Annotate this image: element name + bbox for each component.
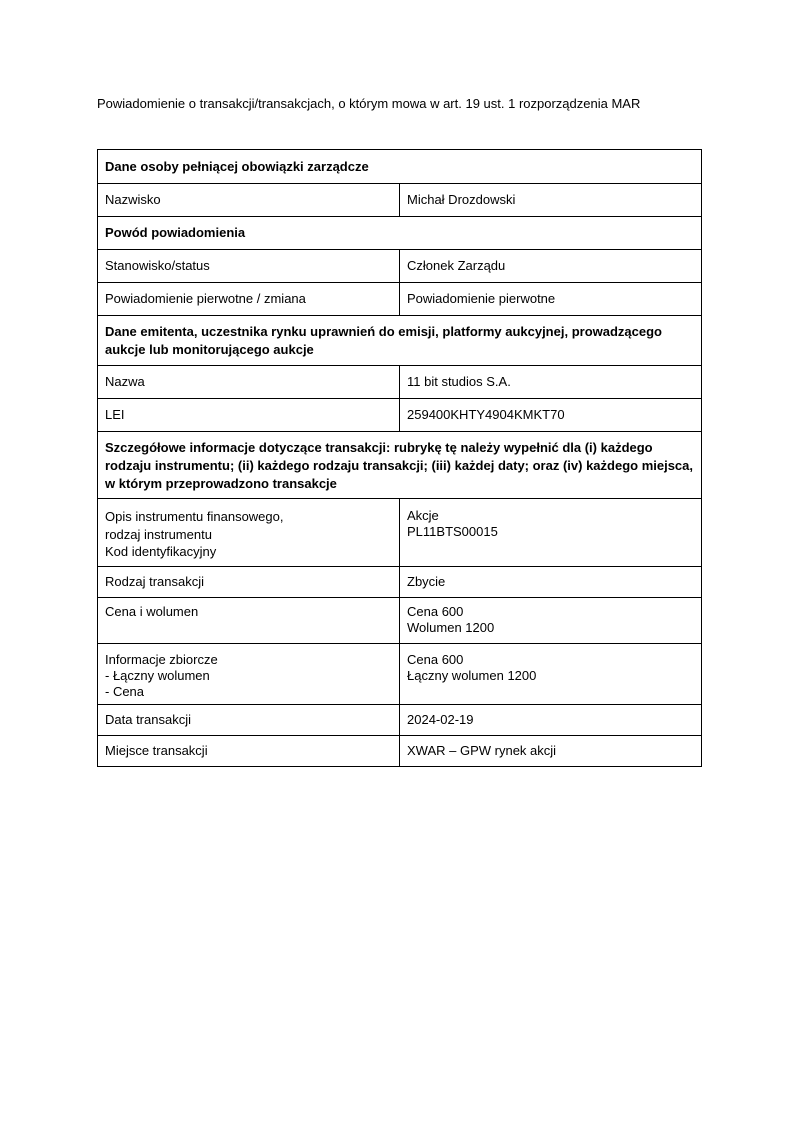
- position-value: Członek Zarządu: [400, 250, 702, 283]
- table-row: [98, 567, 702, 598]
- instrument-label: [98, 499, 400, 567]
- details-section-header: Szczegółowe informacje dotyczące transakcji: rubrykę tę należy wypełnić dla (i) każdego rodzaju instrumentu; (ii) każdego rodzaju transakcji; (iii) każdej daty; oraz (iv) każdego miejsca, w którym przeprowadzono transakcje: [98, 432, 702, 499]
- table-row: [98, 399, 702, 432]
- issuer-section-header: Dane emitenta, uczestnika rynku uprawnień do emisji, platformy aukcyjnej, prowadzącego aukcje lub monitorującego aukcje: [98, 316, 702, 366]
- table-row: [98, 736, 702, 767]
- price-volume-line: Wolumen 1200: [407, 620, 495, 635]
- reason-section-header: Powód powiadomienia: [98, 217, 702, 250]
- lei-label: LEI: [98, 399, 400, 432]
- instrument-value: [400, 499, 702, 567]
- place-label: Miejsce transakcji: [98, 736, 400, 767]
- notification-type-label: Powiadomienie pierwotne / zmiana: [98, 283, 400, 316]
- place-value: XWAR – GPW rynek akcji: [400, 736, 702, 767]
- instrument-label-line: rodzaj instrumentu: [105, 526, 212, 542]
- lei-value: 259400KHTY4904KMKT70: [400, 399, 702, 432]
- instrument-value-line: Akcje: [407, 508, 439, 523]
- instrument-label-line: Opis instrumentu finansowego,: [105, 509, 284, 524]
- document-title: Powiadomienie o transakcji/transakcjach, o którym mowa w art. 19 ust. 1 rozporządzenia MAR: [97, 96, 641, 111]
- notification-type-value: Powiadomienie pierwotne: [400, 283, 702, 316]
- price-volume-line: Cena 600: [407, 604, 464, 619]
- price-volume-label: Cena i wolumen: [98, 598, 400, 644]
- transaction-type-value: Zbycie: [400, 567, 702, 598]
- table-row: [98, 184, 702, 217]
- instrument-label-line: Kod identyfikacyjny: [105, 544, 217, 559]
- section-header-row: [98, 316, 702, 366]
- instrument-value-line: PL11BTS00015: [407, 524, 498, 539]
- date-value: 2024-02-19: [400, 705, 702, 736]
- section-header-row: [98, 432, 702, 499]
- aggregate-label: [98, 644, 400, 705]
- table-row: [98, 644, 702, 705]
- table-row: [98, 499, 702, 567]
- table-row: [98, 598, 702, 644]
- issuer-name-label: Nazwa: [98, 366, 400, 399]
- aggregate-value: [400, 644, 702, 705]
- table-row: [98, 283, 702, 316]
- section-header-row: [98, 150, 702, 184]
- person-section-header: Dane osoby pełniącej obowiązki zarządcze: [98, 150, 702, 184]
- table-row: [98, 705, 702, 736]
- date-label: Data transakcji: [98, 705, 400, 736]
- aggregate-value-line: Cena 600: [407, 652, 464, 667]
- table-row: [98, 366, 702, 399]
- transaction-type-label: Rodzaj transakcji: [98, 567, 400, 598]
- name-value: Michał Drozdowski: [400, 184, 702, 217]
- section-header-row: [98, 217, 702, 250]
- position-label: Stanowisko/status: [98, 250, 400, 283]
- aggregate-label-line: Informacje zbiorcze: [105, 652, 218, 667]
- issuer-name-value: 11 bit studios S.A.: [400, 366, 702, 399]
- price-volume-value: [400, 598, 702, 644]
- aggregate-label-line: - Cena: [105, 684, 145, 699]
- aggregate-label-line: - Łączny wolumen: [105, 668, 210, 683]
- aggregate-value-line: Łączny wolumen 1200: [407, 668, 537, 683]
- mar-notification-table: [97, 149, 702, 767]
- name-label: Nazwisko: [98, 184, 400, 217]
- table-row: [98, 250, 702, 283]
